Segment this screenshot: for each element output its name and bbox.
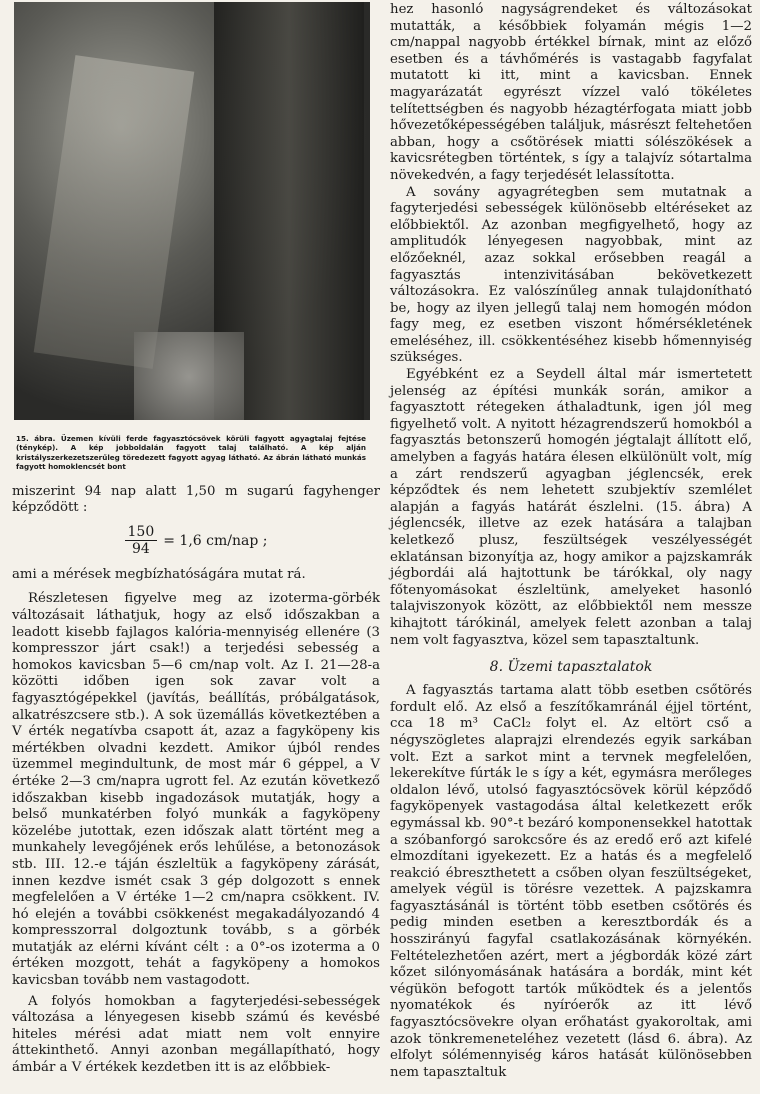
paragraph: Egyébként ez a Seydell által már ismertetett jelenség az építési munkák során, amikor a fagyasztott rétegeken áthaladtunk, igen jól meg figyelhető volt. A nyitott hézagrendszerű homokból a fagyasztás betonszerű homogén jégtalajt állított elő, amelyben a fagyás határa élesen elkülönült volt, míg a zárt rendszerű agyagban jéglencsék, erek képződtek és nem lehetett szubjektív szemlélet alapján a fagyás határát észlelni. (15. ábra) A jéglencsék, illetve az ezek hatására a talajban keletkező plusz, feszültségek veszélyességét eklatánsan bizonyítja az, hogy amikor a pajzskamrák jégbordái alá hajtottunk be tárókkal, oly nagy főtenyomásokat észleltünk, amelyeket hasonló talajviszonyok között, az előbbiektől nem messze kihajtott tárókinál, amelyek felett azonban a talaj nem volt fagyasztva, közel sem tapasztaltunk.: [390, 367, 752, 648]
left-column: [12, 0, 380, 1077]
formula-denominator: 94: [131, 541, 150, 558]
figure-photo: [14, 2, 370, 420]
paragraph: Részletesen figyelve meg az izoterma-görbék változásait láthatjuk, hogy az első időszakban a leadott kisebb fajlagos kalória-mennyiség ellenére (3 kompresszor járt csak!) a terjedési sebesség a homokos kavicsban 5—6 cm/nap volt. Az I. 21—28-a közötti időben igen sok zavar volt a fagyasztógépekkel (javítás, beállítás, próbálgatások, alkatrészcsere stb.). A sok üzemállás következtében a V érték negatívba csapott át, azaz a fagyköpeny kis mértékben olvadni kezdett. Amikor újból rendes üzemmel megindultunk, de most már 6 géppel, a V értéke 2—3 cm/napra ugrott fel. Az ezután következő időszakban kisebb ingadozások mutatják, hogy a belső munkatérben folyó munkák a fagyköpeny közelébe jutottak, ezen időszak alatt történt meg a munkahely levegőjének erős lehűlése, a betonozások stb. III. 12.-e táján észleltük a fagyköpeny zárását, innen kezdve ismét csak 3 gép dolgozott s ennek megfelelően a V értéke 1—2 cm/napra csökkent. IV. hó elején a további csökkenést megakadályozandó 4 kompresszorral dolgoztunk tovább, s a görbék mutatják az elérni kívánt célt : a 0°-os izoterma a 0 értéken mozgott, tehát a fagyköpeny a homokos kavicsban tovább nem vastagodott.: [12, 591, 380, 989]
paragraph: A fagyasztás tartama alatt több esetben csőtörés fordult elő. Az első a feszítőkamránál éjjel történt, cca 18 m³ CaCl₂ folyt el. Az eltört cső a négyszögletes alaprajzi elrendezés egyik sarkában volt. Ezt a sarkot mint a tervnek megfelelően, lekerekítve fúrták le s így a két, egymásra merőleges oldalon lévő, utolsó fagyasztócsövek körül képződő fagyköpenyek vastagodása által keletkezett erők egymással kb. 90°-t bezáró komponensekkel hatottak a szóbanforgó sarokcsőre és az eredő erő azt kifelé elmozdítani igyekezett. Ez a hatás és a megfelelő reakció ébreszthetett a csőben olyan feszültségeket, amelyek végül is törésre vezettek. A pajzskamra fagyasztásánál is történt több esetben csőtörés és pedig minden esetben a keresztbordák és a hosszirányú fagyfal csatlakozásának környékén. Feltételezhetően azért, mert a jégbordák közé zárt kőzet silónyomásának hatására a bordák, mint két végükön befogott tartók működtek és a jelentős nyomatékok és nyíróerők az itt lévő fagyasztócsövekre olyan erőhatást gyakoroltak, ami azok tönkremeneteléhez vezetett (lásd 6. ábra). Az elfolyt sólémennyiség káros hatását különösebben nem tapasztaltuk: [390, 683, 752, 1080]
paragraph: ami a mérések megbízhatóságára mutat rá.: [12, 566, 306, 582]
paragraph: A folyós homokban a fagyterjedési-sebességek változása a lényegesen kisebb számú és kevésbé hiteles mérési adat miatt nem volt ennyire áttekinthető. Annyi azonban megállapítható, hogy ámbár a V értékek kezdetben itt is az előbbiek-: [12, 993, 380, 1076]
formula: [12, 521, 380, 561]
right-column: [390, 0, 752, 1081]
paragraph: hez hasonló nagyságrendeket és változásokat mutatták, a későbbiek folyamán mégis 1—2 cm/nappal nagyobb értékkel bírnak, mint az előző esetben és a távhőmérés is vastagabb fagyfalat mutatott ki itt, mint a kavicsban. Ennek magyarázatát egyrészt vízzel való tökéletes telítettségben és nagyobb hézagtérfogata miatt jobb hővezetőképességében találjuk, másrészt feltehetően abban, hogy a csőtörések miatti sólészökések a kavicsrétegben történtek, s így a talajvíz sótartalma növekedvén, a fagy terjedését lelassította.: [390, 2, 752, 183]
figure-caption: 15. ábra. Üzemen kívüli ferde fagyasztócsövek körüli fagyott agyagtalaj fejtése (ténykép). A kép jobboldalán fagyott talaj található. A kép alján kristályszerkezetszerűleg töredezett fagyott agyag látható. Az ábrán látható munkás fagyott homoklencsét bont: [16, 434, 366, 472]
paragraph: A sovány agyagrétegben sem mutatnak a fagyterjedési sebességek különösebb eltéréseket az előbbiektől. Az azonban megfigyelhető, hogy az amplitudók lényegesen nagyobbak, mint az előzőeknél, azaz sokkal erősebben reagál a fagyasztás intenzivitásában bekövetkezett változásokra. Ez valószínűleg annak tulajdonítható be, hogy az ilyen jellegű talaj nem homogén módon fagy meg, ez esetben viszont hőmérsékletének emeléséhez, ill. csökkentéséhez kisebb hőmennyiség szükséges.: [390, 184, 752, 366]
paragraph: miszerint 94 nap alatt 1,50 m sugarú fagyhenger képződött :: [12, 483, 380, 516]
formula-result: = 1,6 cm/nap ;: [163, 532, 268, 549]
section-heading: 8. Üzemi tapasztalatok: [489, 659, 653, 676]
formula-numerator: 150: [125, 524, 158, 541]
